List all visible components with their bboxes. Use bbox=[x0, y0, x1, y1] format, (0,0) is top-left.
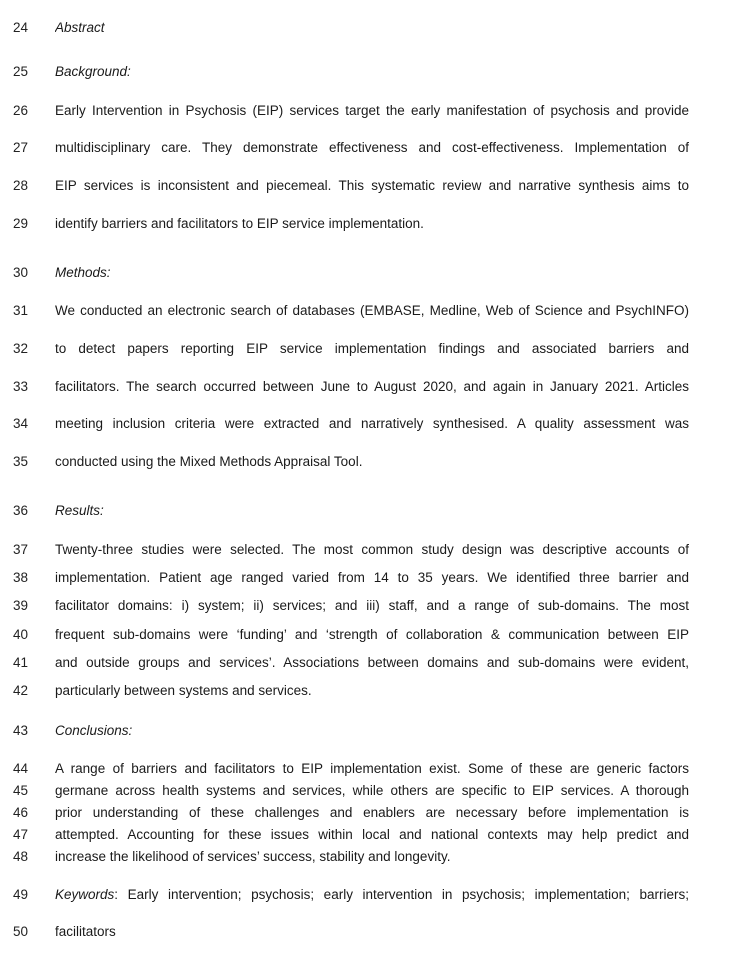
paragraph-text: particularly between systems and services. bbox=[55, 683, 312, 698]
paragraph-text: facilitator domains: i) system; ii) services; and iii) staff, and a range of sub-domains. The most bbox=[55, 598, 689, 613]
text-line bbox=[0, 847, 747, 867]
line-number: 31 bbox=[13, 303, 29, 318]
line-number: 38 bbox=[13, 570, 29, 585]
paragraph-text: to detect papers reporting EIP service implementation findings and associated barriers and bbox=[55, 341, 689, 356]
text-line bbox=[0, 301, 747, 321]
results-heading: Results: bbox=[55, 503, 104, 518]
text-line bbox=[0, 339, 747, 359]
text-line bbox=[0, 101, 747, 121]
line-number: 42 bbox=[13, 683, 29, 698]
text-line bbox=[0, 176, 747, 196]
background-heading: Background: bbox=[55, 64, 131, 79]
text-line bbox=[0, 803, 747, 823]
line-number: 24 bbox=[13, 20, 29, 35]
line-number: 34 bbox=[13, 416, 29, 431]
line-number: 28 bbox=[13, 178, 29, 193]
paragraph-text: germane across health systems and services, while others are specific to EIP services. A thorough bbox=[55, 783, 689, 798]
line-number: 30 bbox=[13, 265, 29, 280]
text-line bbox=[0, 596, 747, 616]
paragraph-text: attempted. Accounting for these issues within local and national contexts may help predict and bbox=[55, 827, 689, 842]
abstract-heading-line bbox=[0, 18, 747, 38]
abstract-heading: Abstract bbox=[55, 20, 105, 35]
paragraph-text: meeting inclusion criteria were extracted and narratively synthesised. A quality assessment was bbox=[55, 416, 689, 431]
line-number: 48 bbox=[13, 849, 29, 864]
line-number: 43 bbox=[13, 723, 29, 738]
text-line bbox=[0, 540, 747, 560]
text-line bbox=[0, 681, 747, 701]
line-number: 25 bbox=[13, 64, 29, 79]
line-number: 47 bbox=[13, 827, 29, 842]
text-line bbox=[0, 625, 747, 645]
text-line bbox=[0, 214, 747, 234]
paragraph-text: facilitators bbox=[55, 924, 116, 939]
line-number: 41 bbox=[13, 655, 29, 670]
line-number: 33 bbox=[13, 379, 29, 394]
line-number: 50 bbox=[13, 924, 29, 939]
methods-heading-line bbox=[0, 263, 747, 283]
paragraph-text: frequent sub-domains were ‘funding’ and ‘strength of collaboration & communication between EIP bbox=[55, 627, 689, 642]
paragraph-text: identify barriers and facilitators to EIP service implementation. bbox=[55, 216, 424, 231]
line-number: 45 bbox=[13, 783, 29, 798]
line-number: 39 bbox=[13, 598, 29, 613]
keywords-text bbox=[55, 885, 689, 905]
paragraph-text: increase the likelihood of services’ success, stability and longevity. bbox=[55, 849, 451, 864]
line-number: 26 bbox=[13, 103, 29, 118]
paragraph-text: conducted using the Mixed Methods Appraisal Tool. bbox=[55, 454, 363, 469]
paragraph-text: multidisciplinary care. They demonstrate effectiveness and cost-effectiveness. Implementation of bbox=[55, 140, 689, 155]
paragraph-text: facilitators. The search occurred between June to August 2020, and again in January 2021. Articles bbox=[55, 379, 689, 394]
conclusions-heading-line bbox=[0, 721, 747, 741]
paragraph-text: prior understanding of these challenges and enablers are necessary before implementation is bbox=[55, 805, 689, 820]
results-heading-line bbox=[0, 501, 747, 521]
text-line bbox=[0, 414, 747, 434]
text-line bbox=[0, 781, 747, 801]
methods-heading: Methods: bbox=[55, 265, 111, 280]
paragraph-text: EIP services is inconsistent and piecemeal. This systematic review and narrative synthesis aims to bbox=[55, 178, 689, 193]
text-line bbox=[0, 922, 747, 942]
text-line bbox=[0, 825, 747, 845]
line-number: 37 bbox=[13, 542, 29, 557]
keywords-label: Keywords bbox=[55, 887, 115, 902]
line-number: 29 bbox=[13, 216, 29, 231]
line-number: 27 bbox=[13, 140, 29, 155]
line-number: 49 bbox=[13, 887, 29, 902]
paragraph-text: Twenty-three studies were selected. The most common study design was descriptive accounts of bbox=[55, 542, 689, 557]
line-number: 44 bbox=[13, 761, 29, 776]
line-number: 36 bbox=[13, 503, 29, 518]
text-line bbox=[0, 377, 747, 397]
text-line bbox=[0, 568, 747, 588]
line-number: 46 bbox=[13, 805, 29, 820]
line-number: 32 bbox=[13, 341, 29, 356]
keywords-list: : Early intervention; psychosis; early intervention in psychosis; implementation; barriers; bbox=[114, 887, 689, 902]
line-number: 35 bbox=[13, 454, 29, 469]
text-line bbox=[0, 138, 747, 158]
conclusions-heading: Conclusions: bbox=[55, 723, 133, 738]
paragraph-text: and outside groups and services’. Associations between domains and sub-domains were evident, bbox=[55, 655, 689, 670]
paragraph-text: A range of barriers and facilitators to EIP implementation exist. Some of these are generic factors bbox=[55, 761, 689, 776]
paragraph-text: Early Intervention in Psychosis (EIP) services target the early manifestation of psychosis and provide bbox=[55, 103, 689, 118]
text-line bbox=[0, 452, 747, 472]
line-number: 40 bbox=[13, 627, 29, 642]
text-line bbox=[0, 653, 747, 673]
paragraph-text: implementation. Patient age ranged varied from 14 to 35 years. We identified three barrier and bbox=[55, 570, 689, 585]
text-line bbox=[0, 759, 747, 779]
paragraph-text: We conducted an electronic search of databases (EMBASE, Medline, Web of Science and PsychINFO) bbox=[55, 303, 689, 318]
background-heading-line bbox=[0, 62, 747, 82]
keywords-line bbox=[0, 885, 747, 905]
